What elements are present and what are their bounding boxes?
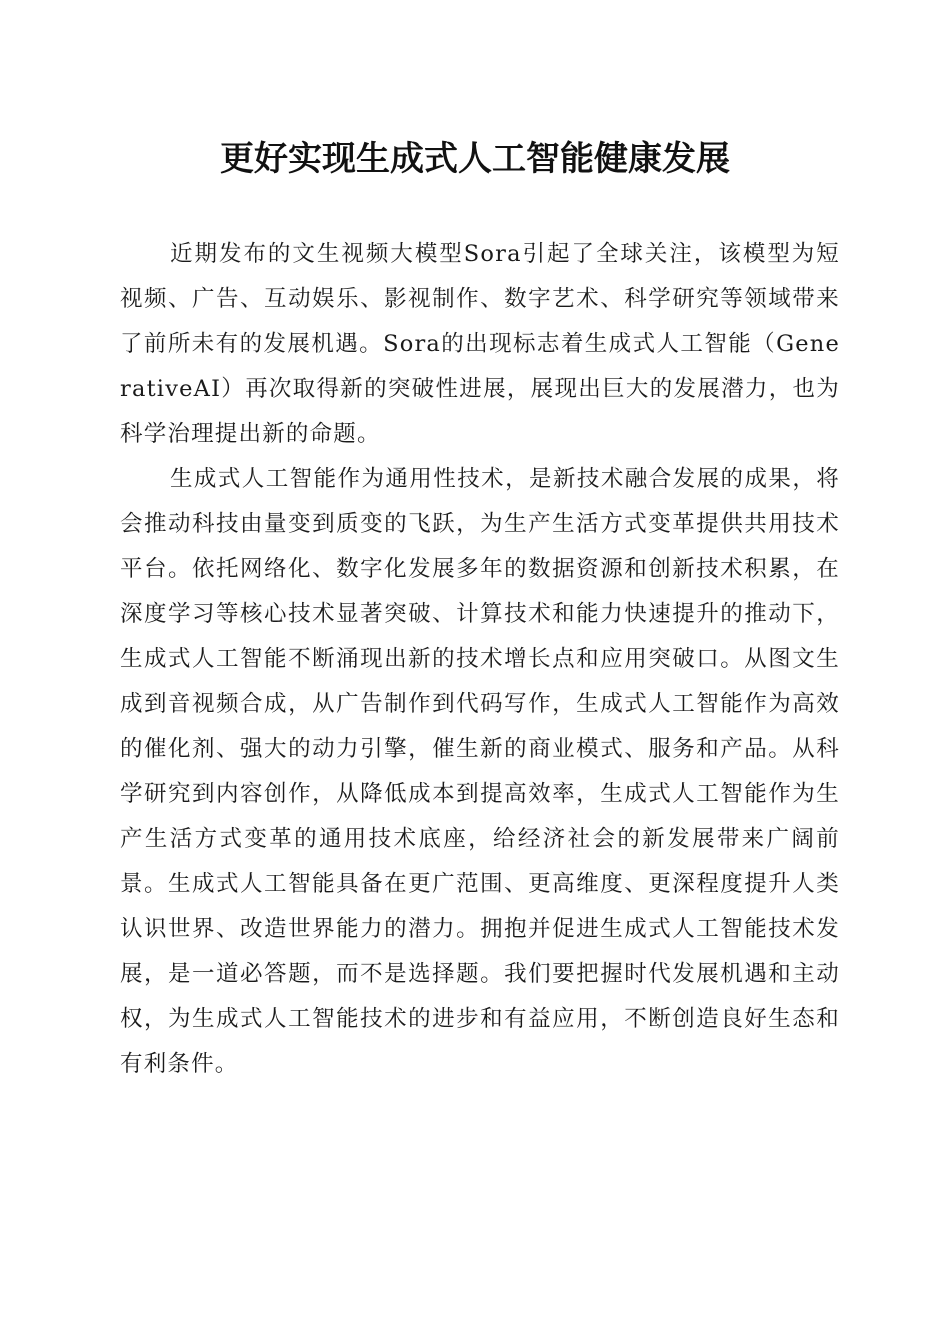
paragraph-2: 生成式人工智能作为通用性技术，是新技术融合发展的成果，将会推动科技由量变到质变的飞跃，为生产生活方式变革提供共用技术平台。依托网络化、数字化发展多年的数据资源和创新技术积累，在深度学习等核心技术显著突破、计算技术和能力快速提升的推动下，生成式人工智能不断涌现出新的技术增长点和应用突破口。从图文生成到音视频合成，从广告制作到代码写作，生成式人工智能作为高效的催化剂、强大的动力引擎，催生新的商业模式、服务和产品。从科学研究到内容创作，从降低成本到提高效率，生成式人工智能作为生产生活方式变革的通用技术底座，给经济社会的新发展带来广阔前景。生成式人工智能具备在更广范围、更高维度、更深程度提升人类认识世界、改造世界能力的潜力。拥抱并促进生成式人工智能技术发展，是一道必答题，而不是选择题。我们要把握时代发展机遇和主动权，为生成式人工智能技术的进步和有益应用，不断创造良好生态和有利条件。 [120,466,840,1077]
document-title: 更好实现生成式人工智能健康发展 [220,139,730,179]
paragraph-1: 近期发布的文生视频大模型Sora引起了全球关注，该模型为短视频、广告、互动娱乐、影视制作、数字艺术、科学研究等领域带来了前所未有的发展机遇。Sora的出现标志着生成式人工智能（GenerativeAI）再次取得新的突破性进展，展现出巨大的发展潜力，也为科学治理提出新的命题。 [120,241,840,447]
document-body [120,232,840,1087]
